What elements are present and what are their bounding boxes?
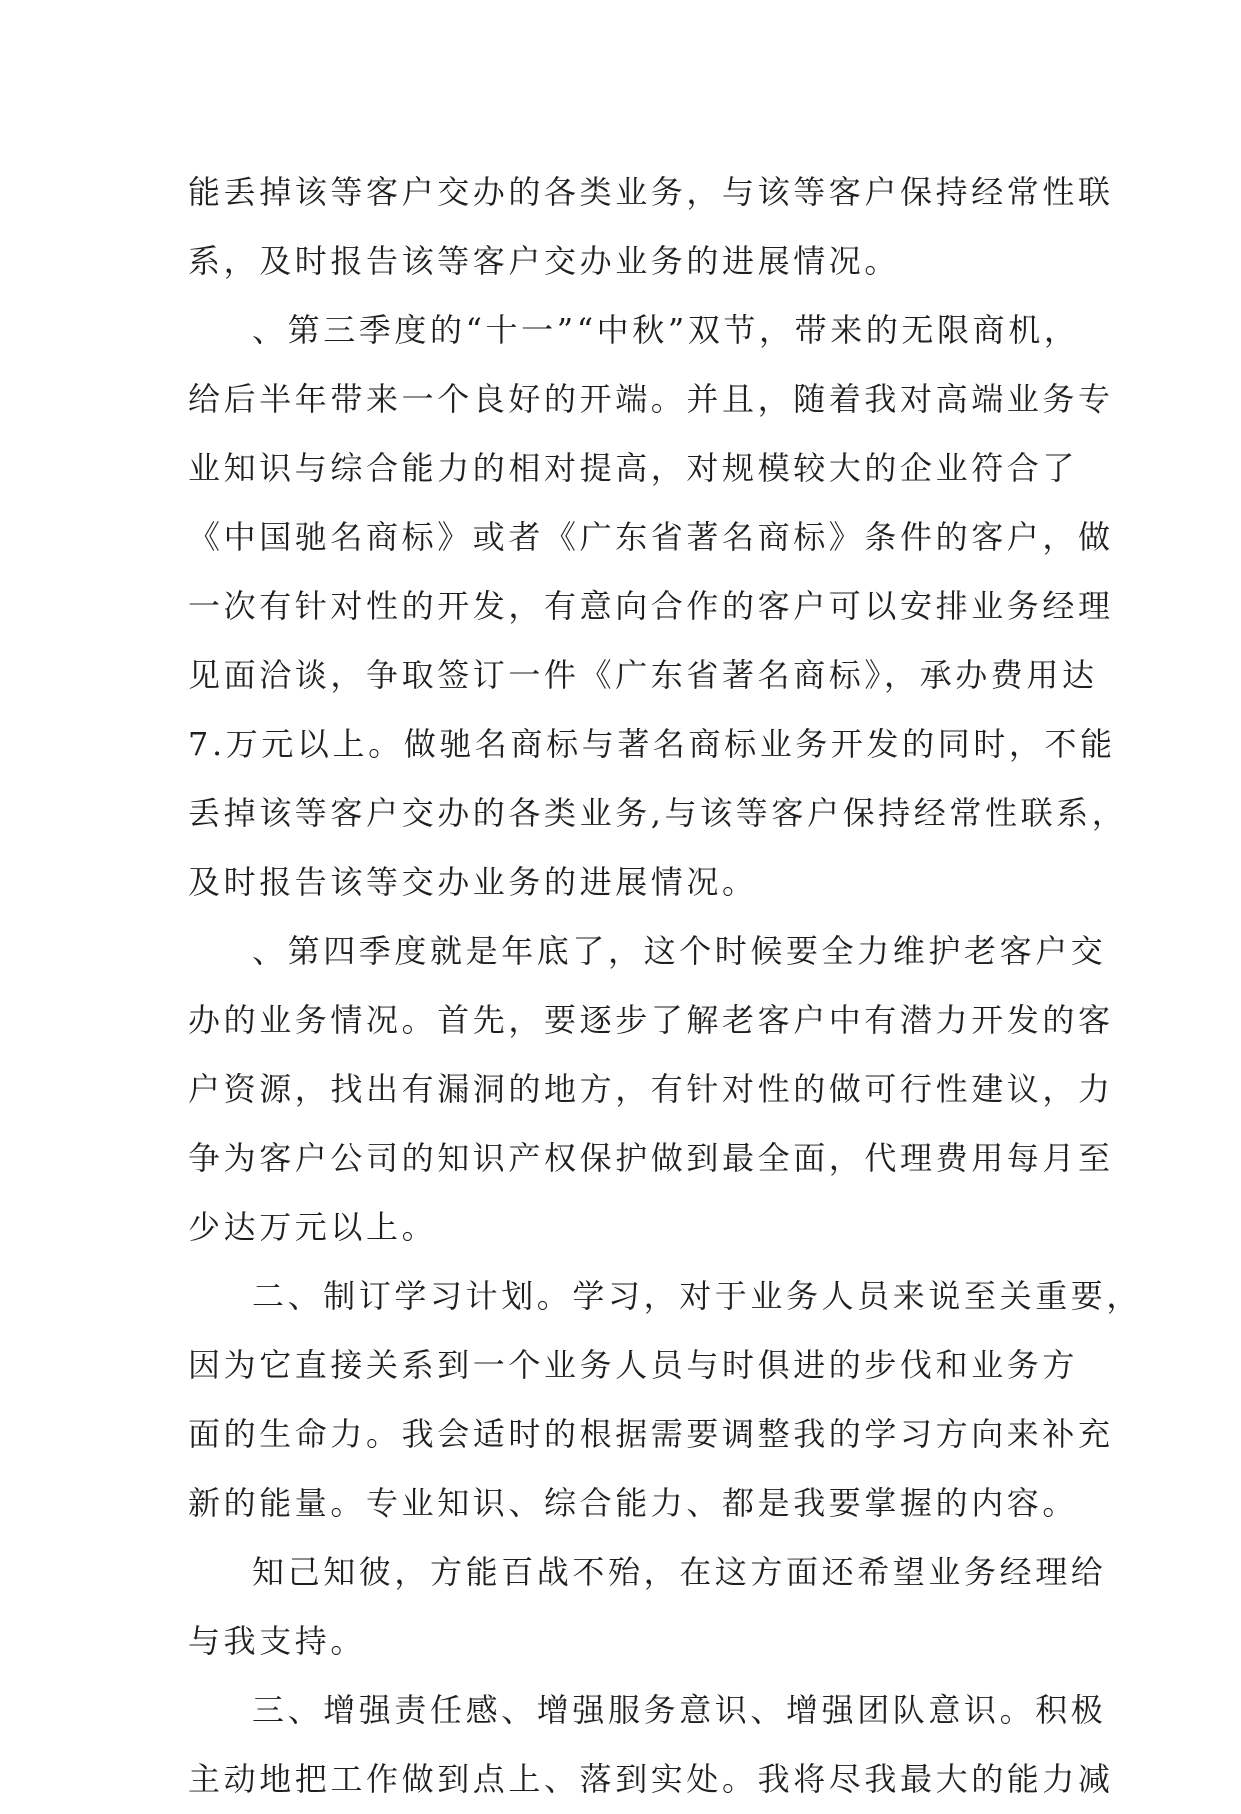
text-line: 及时报告该等交办业务的进展情况。	[188, 863, 758, 901]
text-line: 因为它直接关系到一个业务人员与时俱进的步伐和业务方	[188, 1346, 1079, 1384]
text-line: 丢掉该等客户交办的各类业务,与该等客户保持经常性联系，	[188, 794, 1128, 832]
text-line: 一次有针对性的开发，有意向合作的客户可以安排业务经理	[188, 587, 1114, 625]
body-text	[188, 158, 1143, 1814]
text-line: 系，及时报告该等客户交办业务的进展情况。	[188, 242, 901, 280]
text-line: 见面洽谈，争取签订一件《广东省著名商标》，承办费用达	[188, 656, 1098, 694]
text-line: 能丢掉该等客户交办的各类业务，与该等客户保持经常性联	[188, 173, 1114, 211]
paragraph-start-line: 、第四季度就是年底了，这个时候要全力维护老客户交	[252, 932, 1107, 970]
paragraph-start-line: 三、增强责任感、增强服务意识、增强团队意识。积极	[252, 1691, 1107, 1729]
text-line: 主动地把工作做到点上、落到实处。我将尽我最大的能力减	[188, 1760, 1114, 1798]
text-line: 争为客户公司的知识产权保护做到最全面，代理费用每月至	[188, 1139, 1114, 1177]
text-line: 新的能量。专业知识、综合能力、都是我要掌握的内容。	[188, 1484, 1079, 1522]
text-line: 办的业务情况。首先，要逐步了解老客户中有潜力开发的客	[188, 1001, 1114, 1039]
text-line: 户资源，找出有漏洞的地方，有针对性的做可行性建议，力	[188, 1070, 1114, 1108]
paragraph-start-line: 二、制订学习计划。学习，对于业务人员来说至关重要，	[252, 1277, 1143, 1315]
text-line: 《中国驰名商标》或者《广东省著名商标》条件的客户，做	[188, 518, 1114, 556]
paragraph-start-line: 知己知彼，方能百战不殆，在这方面还希望业务经理给	[252, 1553, 1107, 1591]
text-line: 7.万元以上。做驰名商标与著名商标业务开发的同时，不能	[188, 725, 1116, 763]
text-line: 业知识与综合能力的相对提高，对规模较大的企业符合了	[188, 449, 1079, 487]
paragraph-start-line: 、第三季度的“十一”“中秋”双节，带来的无限商机，	[252, 311, 1080, 349]
text-line: 面的生命力。我会适时的根据需要调整我的学习方向来补充	[188, 1415, 1114, 1453]
text-line: 与我支持。	[188, 1622, 367, 1660]
text-line: 少达万元以上。	[188, 1208, 438, 1246]
text-line: 给后半年带来一个良好的开端。并且，随着我对高端业务专	[188, 380, 1114, 418]
